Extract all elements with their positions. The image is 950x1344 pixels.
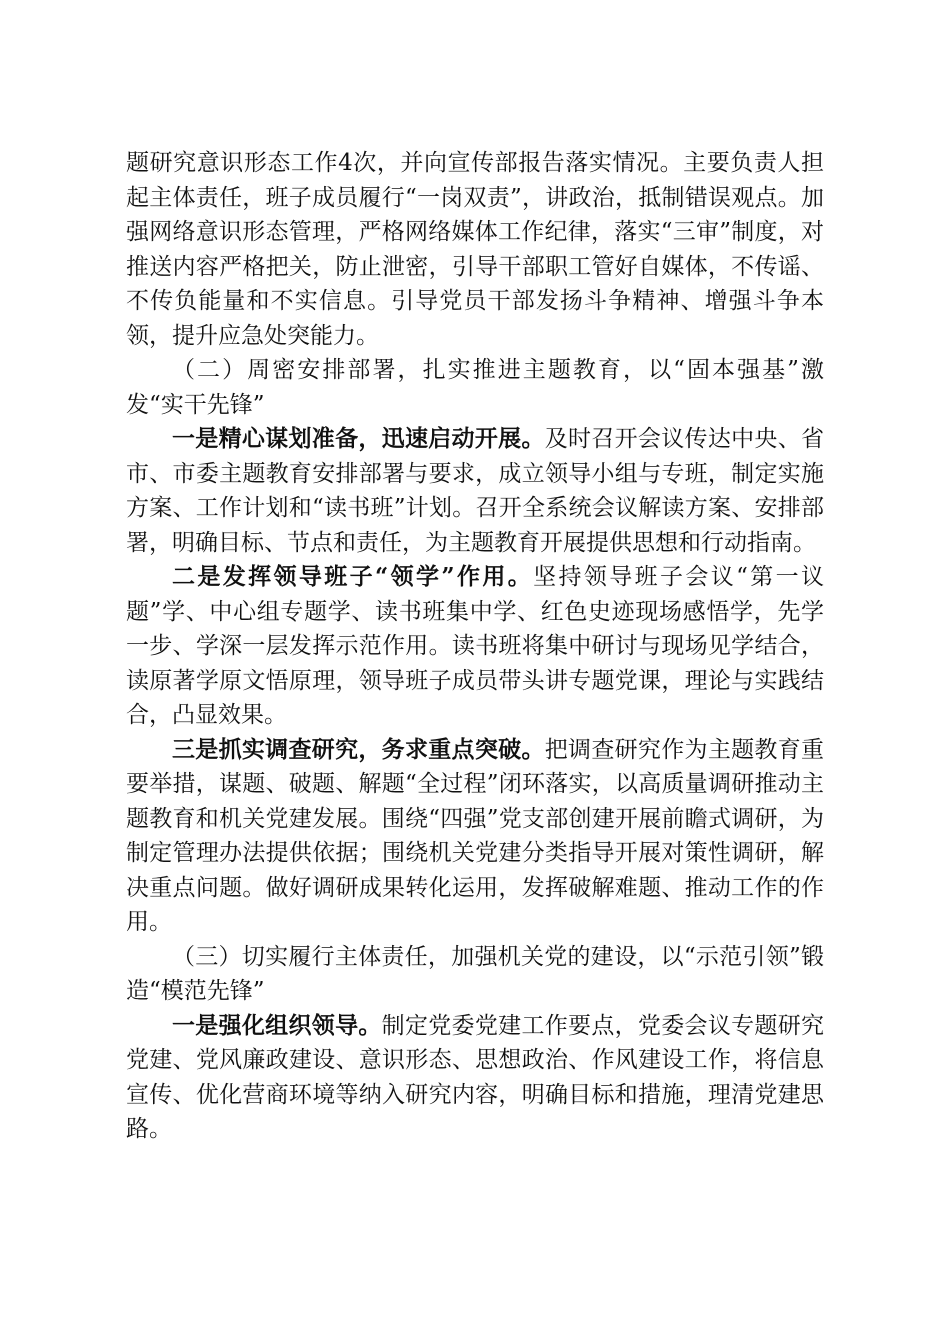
- document-page: [126, 146, 824, 1147]
- item-lead: 一是精心谋划准备，迅速启动开展。: [172, 425, 545, 452]
- paragraph-item-research: [126, 733, 824, 940]
- item-lead: 一是强化组织领导。: [172, 1011, 382, 1039]
- item-lead: 三是抓实调查研究，务求重点突破。: [172, 735, 545, 763]
- heading-text: （二）周密安排部署，扎实推进主题教育，以“固本强基”激发“实干先锋”: [126, 357, 824, 418]
- paragraph-ideology-continuation: [126, 146, 824, 353]
- item-lead: 二是发挥领导班子“领学”作用。: [172, 563, 534, 590]
- section-heading-2: [126, 353, 824, 422]
- paragraph-item-leadership-study: [126, 560, 824, 733]
- item-text: 及时召开会议传达中央、省市、市委主题教育安排部署与要求，成立领导小组与专班，制定实施方案、工作计划和“读书班”计划。召开全系统会议解读方案、安排部署，明确目标、节点和责任，为主题教育开展提供思想和行动指南。: [126, 426, 825, 556]
- heading-text: （三）切实履行主体责任，加强机关党的建设，以“示范引领”锻造“模范先锋”: [126, 943, 824, 1004]
- item-text: 坚持领导班子会议“第一议题”学、中心组专题学、读书班集中学、红色史迹现场感悟学，先学一步、学深一层发挥示范作用。读书班将集中研讨与现场见学结合，读原著学原文悟原理，领导班子成员带头讲专题党课，理论与实践结合，凸显效果。: [126, 564, 824, 728]
- paragraph-item-organization: [126, 1009, 824, 1147]
- item-text: 把调查研究作为主题教育重要举措，谋题、破题、解题“全过程”闭环落实，以高质量调研推动主题教育和机关党建发展。围绕“四强”党支部创建开展前瞻式调研，为制定管理办法提供依据；围绕机关党建分类指导开展对策性调研，解决重点问题。做好调研成果转化运用，发挥破解难题、推动工作的作用。: [126, 736, 825, 935]
- paragraph-item-planning: [126, 422, 824, 560]
- paragraph-text: 题研究意识形态工作4次，并向宣传部报告落实情况。主要负责人担起主体责任，班子成员履行“一岗双责”，讲政治，抵制错误观点。加强网络意识形态管理，严格网络媒体工作纪律，落实“三审”制度，对推送内容严格把关，防止泄密，引导干部职工管好自媒体，不传谣、不传负能量和不实信息。引导党员干部发扬斗争精神、增强斗争本领，提升应急处突能力。: [126, 150, 824, 349]
- section-heading-3: [126, 940, 824, 1009]
- item-text: 制定党委党建工作要点，党委会议专题研究党建、党风廉政建设、意识形态、思想政治、作风建设工作，将信息宣传、优化营商环境等纳入研究内容，明确目标和措施，理清党建思路。: [126, 1012, 825, 1142]
